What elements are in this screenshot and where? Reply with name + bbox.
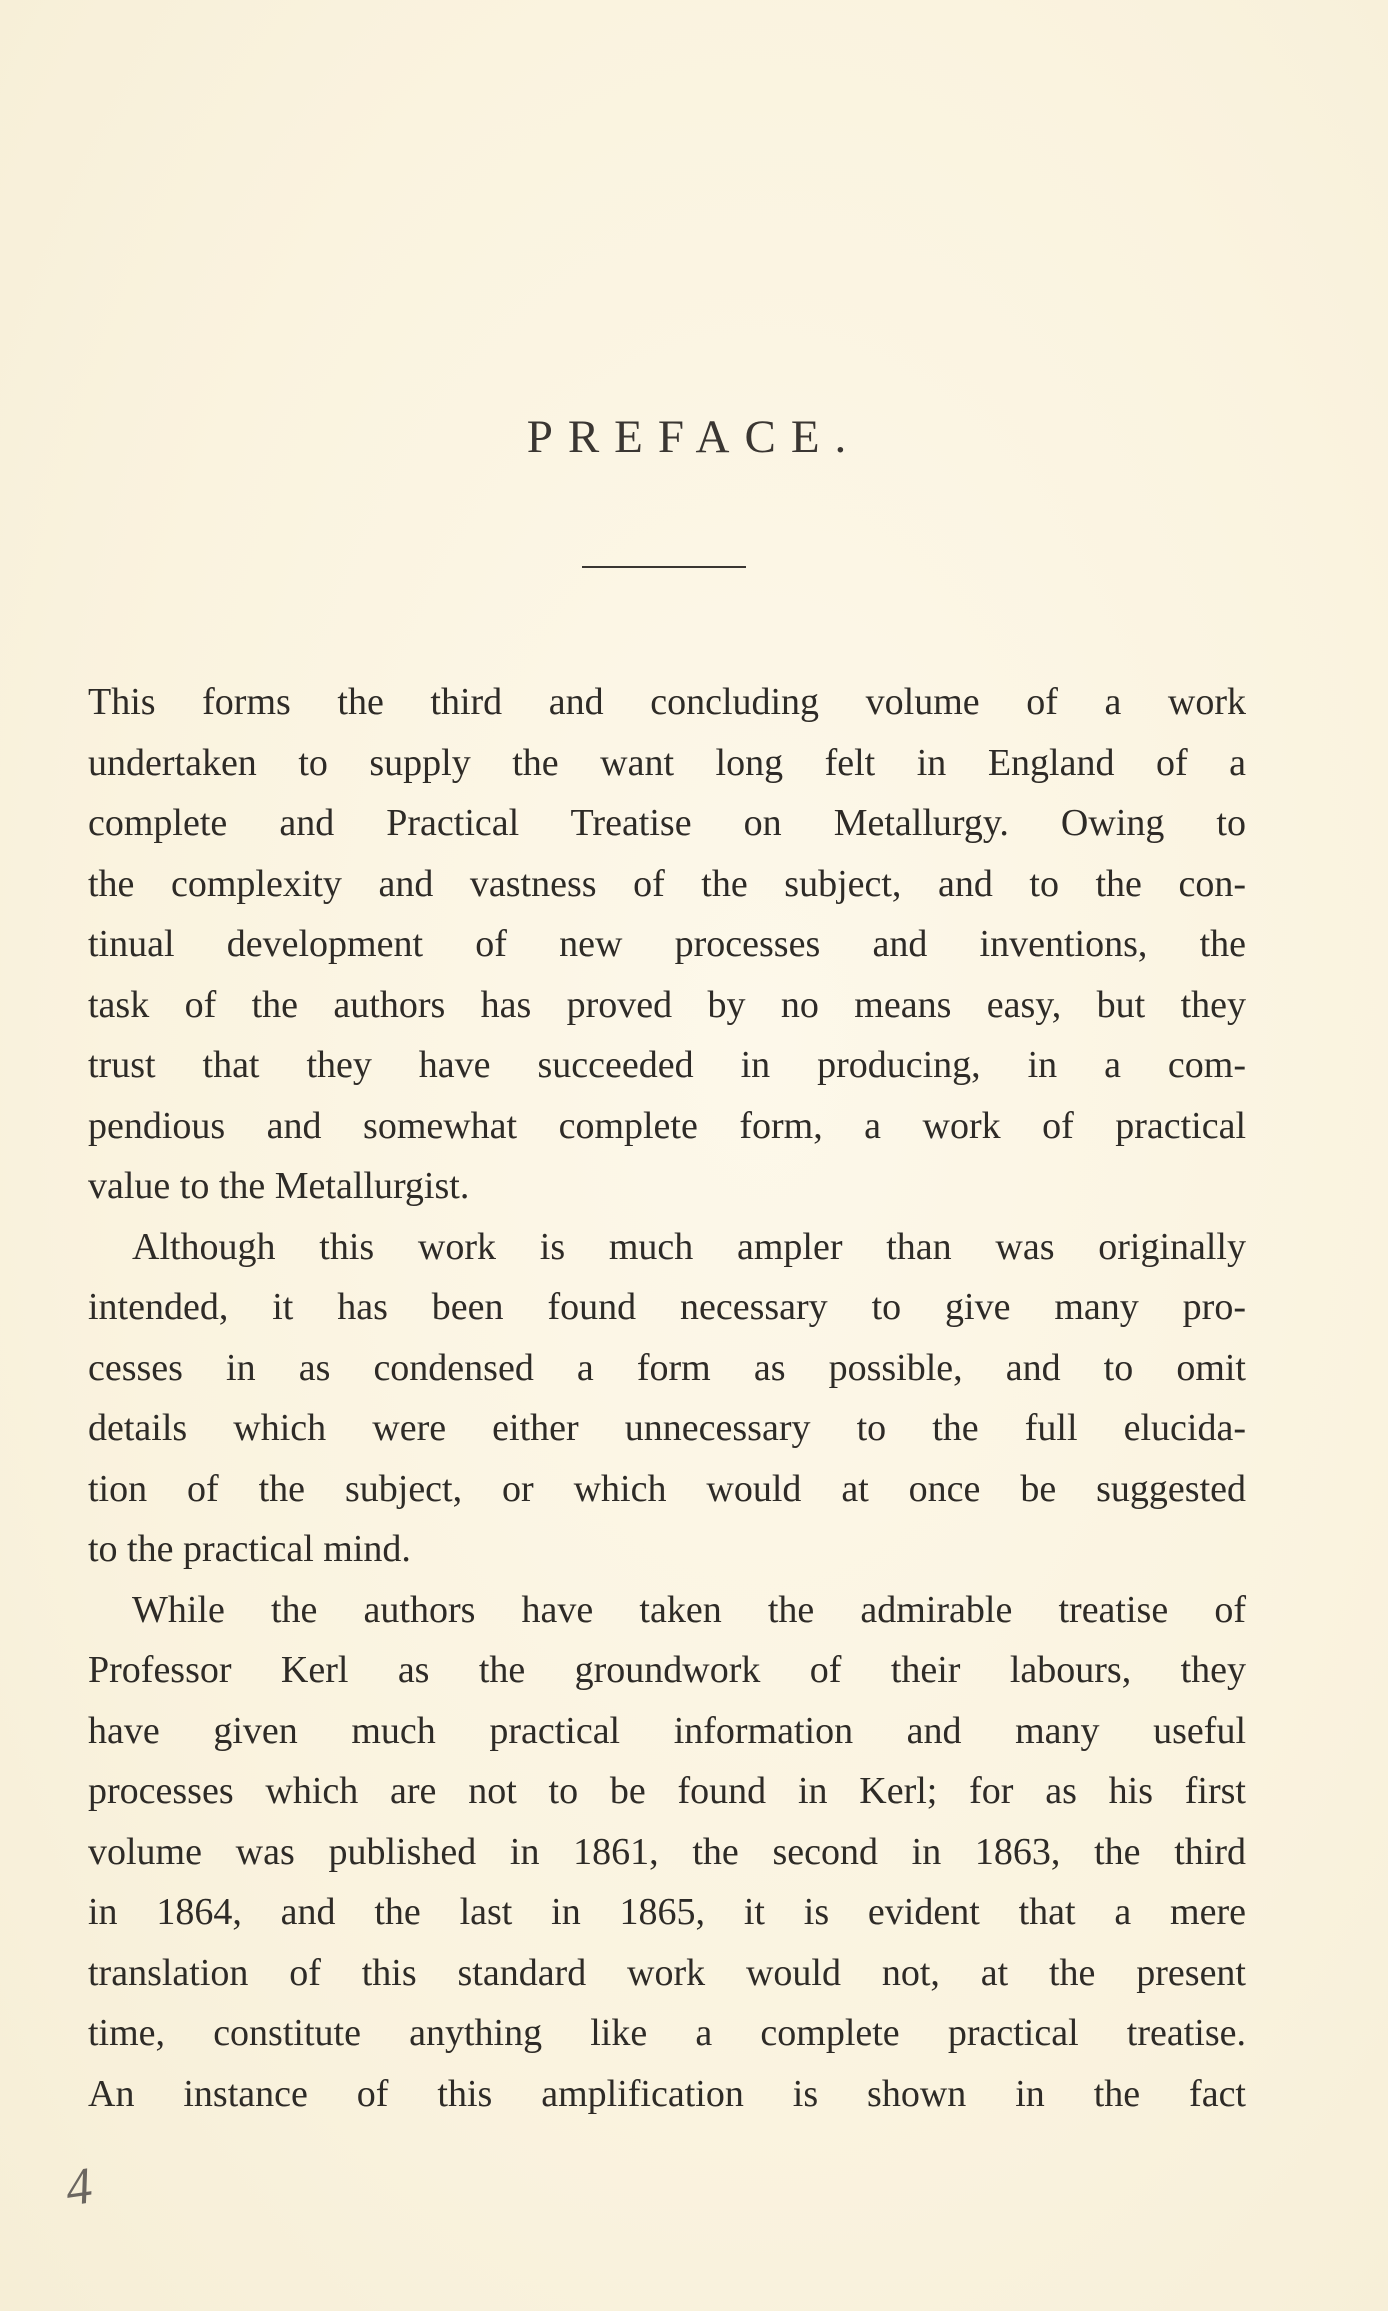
text-line: details which were either unnecessary to the full elucida- xyxy=(88,1407,1246,1449)
preface-body xyxy=(88,672,1246,2124)
text-line: complete and Practical Treatise on Metallurgy. Owing to xyxy=(88,802,1246,844)
text-line: pendious and somewhat complete form, a work of practical xyxy=(88,1104,1246,1147)
text-line: to the practical mind. xyxy=(88,1528,411,1570)
text-line: processes which are not to be found in Kerl; for as his first xyxy=(88,1770,1246,1812)
text-line: volume was published in 1861, the second in 1863, the third xyxy=(88,1830,1246,1873)
text-line: While the authors have taken the admirable treatise of xyxy=(132,1588,1246,1631)
text-line: have given much practical information and many useful xyxy=(88,1709,1246,1752)
page-title: PREFACE. xyxy=(526,411,862,463)
text-line: tinual development of new processes and inventions, the xyxy=(88,923,1246,965)
text-line: in 1864, and the last in 1865, it is evident that a mere xyxy=(88,1891,1246,1933)
text-line: time, constitute anything like a complete practical treatise. xyxy=(88,2012,1246,2054)
text-line: value to the Metallurgist. xyxy=(88,1165,470,1207)
text-line: cesses in as condensed a form as possible, and to omit xyxy=(88,1346,1246,1389)
text-line: undertaken to supply the want long felt in England of a xyxy=(88,741,1246,784)
text-line: This forms the third and concluding volume of a work xyxy=(88,681,1246,723)
text-line: intended, it has been found necessary to give many pro- xyxy=(88,1286,1246,1328)
title-divider xyxy=(582,566,746,568)
text-line: trust that they have succeeded in producing, in a com- xyxy=(88,1044,1246,1086)
text-line: task of the authors has proved by no means easy, but they xyxy=(88,983,1246,1026)
text-line: An instance of this amplification is shown in the fact xyxy=(88,2072,1246,2115)
text-line: the complexity and vastness of the subject, and to the con- xyxy=(88,862,1246,905)
margin-pencil-mark: 4 xyxy=(62,2157,96,2218)
text-line: Although this work is much ampler than was originally xyxy=(132,1225,1246,1268)
text-line: Professor Kerl as the groundwork of their labours, they xyxy=(88,1649,1246,1691)
text-line: translation of this standard work would not, at the present xyxy=(88,1951,1246,1994)
text-line: tion of the subject, or which would at once be suggested xyxy=(88,1467,1246,1510)
